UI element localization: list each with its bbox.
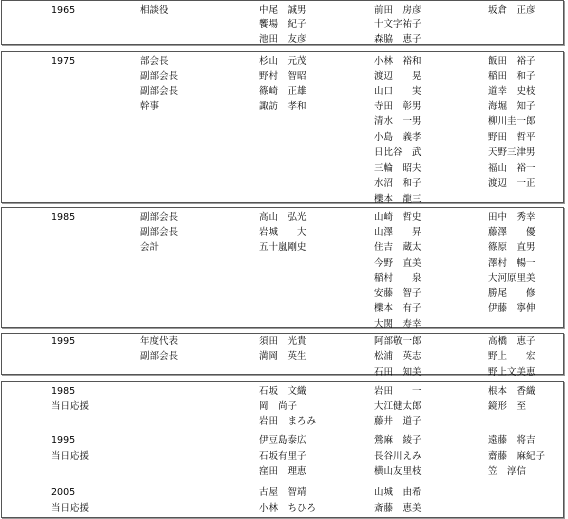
year-label: 1965 <box>51 5 76 16</box>
member-name: 池田 友彦 <box>259 34 307 45</box>
member-name: 高山 弘光 <box>259 212 307 223</box>
member-name: 櫟本 龍三 <box>374 194 422 205</box>
member-name: 三輪 昭夫 <box>374 163 422 174</box>
member-name: 小島 義孝 <box>374 132 422 143</box>
member-name: 山城 由希 <box>374 487 422 498</box>
roster-block-1 <box>1 0 564 45</box>
role-label: 副部会長 <box>140 351 179 362</box>
roster-block-5 <box>1 381 564 518</box>
role-label: 副部会長 <box>140 71 179 82</box>
member-name: 古屋 智靖 <box>259 487 307 498</box>
member-name: 寺田 彰男 <box>374 101 422 112</box>
member-name: 笠 淳信 <box>488 466 527 477</box>
role-label: 副部会長 <box>140 86 179 97</box>
year-label: 当日応援 <box>51 401 90 412</box>
member-name: 渡辺 晃 <box>374 71 422 82</box>
member-name: 海堀 知子 <box>488 101 536 112</box>
member-name: 中尾 誠男 <box>259 5 307 16</box>
member-name: 大河原里美 <box>488 273 536 284</box>
role-label: 年度代表 <box>140 336 179 347</box>
member-name: 伊豆島泰広 <box>259 435 307 446</box>
member-name: 山崎 哲史 <box>374 212 422 223</box>
member-name: 岩田 一 <box>374 386 422 397</box>
member-name: 稲田 和子 <box>488 71 536 82</box>
member-name: 藤澤 優 <box>488 227 536 238</box>
role-label: 部会長 <box>140 56 169 67</box>
member-name: 長谷川えみ <box>374 451 422 462</box>
member-name: 野上 宏 <box>488 351 536 362</box>
role-label: 副部会長 <box>140 227 179 238</box>
member-name: 鏡形 至 <box>488 401 527 412</box>
role-label: 相談役 <box>140 5 169 16</box>
member-name: 渡辺 一正 <box>488 178 536 189</box>
roster-block-4 <box>1 333 564 378</box>
year-label: 1985 <box>51 212 76 223</box>
member-name: 小林 裕和 <box>374 56 422 67</box>
member-name: 岡 尚子 <box>259 401 298 412</box>
member-name: 森脇 恵子 <box>374 34 422 45</box>
member-name: 斎藤 恵美 <box>374 503 422 514</box>
member-name: 伊藤 寧伸 <box>488 303 536 314</box>
member-name: 澤村 暢一 <box>488 258 536 269</box>
member-name: 山口 実 <box>374 86 422 97</box>
role-label: 幹事 <box>140 101 160 112</box>
member-name: 坂倉 正彦 <box>488 5 536 16</box>
member-name: 諏訪 孝和 <box>259 101 307 112</box>
year-label: 1975 <box>51 56 76 67</box>
member-name: 遠藤 将吉 <box>488 435 536 446</box>
member-name: 石田 知美 <box>374 367 422 378</box>
member-name: 水沼 和子 <box>374 178 422 189</box>
member-name: 野田 哲平 <box>488 132 536 143</box>
member-name: 須田 光貴 <box>259 336 307 347</box>
member-name: 五十嵐剛史 <box>259 242 307 253</box>
member-name: 十文字祐子 <box>374 19 422 30</box>
member-name: 福山 裕一 <box>488 163 536 174</box>
member-name: 山澤 昇 <box>374 227 422 238</box>
member-name: 石坂 文織 <box>259 386 307 397</box>
member-name: 満岡 英生 <box>259 351 307 362</box>
member-name: 安藤 智子 <box>374 288 422 299</box>
member-name: 鶯麻 綾子 <box>374 435 422 446</box>
year-label: 1995 <box>51 435 76 446</box>
member-name: 道幸 史枝 <box>488 86 536 97</box>
year-label: 当日応援 <box>51 503 90 514</box>
member-name: 石坂有里子 <box>259 451 307 462</box>
roster-block-3 <box>1 207 564 328</box>
year-label: 2005 <box>51 487 76 498</box>
member-name: 野村 智昭 <box>259 71 307 82</box>
member-name: 大江健太郎 <box>374 401 422 412</box>
member-name: 前田 房彦 <box>374 5 422 16</box>
member-name: 高橋 恵子 <box>488 336 536 347</box>
role-label: 会計 <box>140 242 160 253</box>
member-name: 清水 一男 <box>374 116 422 127</box>
member-name: 稲村 泉 <box>374 273 422 284</box>
member-name: 野上文美恵 <box>488 367 536 378</box>
member-name: 飯田 裕子 <box>488 56 536 67</box>
member-name: 杉山 元茂 <box>259 56 307 67</box>
member-name: 藤井 道子 <box>374 416 422 427</box>
member-name: 饗場 紀子 <box>259 19 307 30</box>
member-name: 柳川圭一郎 <box>488 116 536 127</box>
member-name: 岩田 まろみ <box>259 416 317 427</box>
member-name: 横山友里枝 <box>374 466 422 477</box>
member-name: 今野 直美 <box>374 258 422 269</box>
member-name: 岩城 大 <box>259 227 307 238</box>
member-name: 齋藤 麻紀子 <box>488 451 546 462</box>
member-name: 勝尾 修 <box>488 288 536 299</box>
member-name: 窪田 理恵 <box>259 466 307 477</box>
roster-block-2 <box>1 51 564 203</box>
member-name: 櫟本 有子 <box>374 303 422 314</box>
member-name: 日比谷 武 <box>374 147 422 158</box>
member-name: 住吉 蔵太 <box>374 242 422 253</box>
member-name: 阿部敬一郎 <box>374 336 422 347</box>
member-name: 松浦 英志 <box>374 351 422 362</box>
member-name: 大関 寿幸 <box>374 319 422 330</box>
member-name: 篠崎 正雄 <box>259 86 307 97</box>
year-label: 当日応援 <box>51 451 90 462</box>
member-name: 篠原 直男 <box>488 242 536 253</box>
year-label: 1995 <box>51 336 76 347</box>
role-label: 副部会長 <box>140 212 179 223</box>
member-name: 小林 ちひろ <box>259 503 317 514</box>
year-label: 1985 <box>51 386 76 397</box>
member-name: 根本 香織 <box>488 386 536 397</box>
member-name: 天野三津男 <box>488 147 536 158</box>
member-name: 田中 秀幸 <box>488 212 536 223</box>
